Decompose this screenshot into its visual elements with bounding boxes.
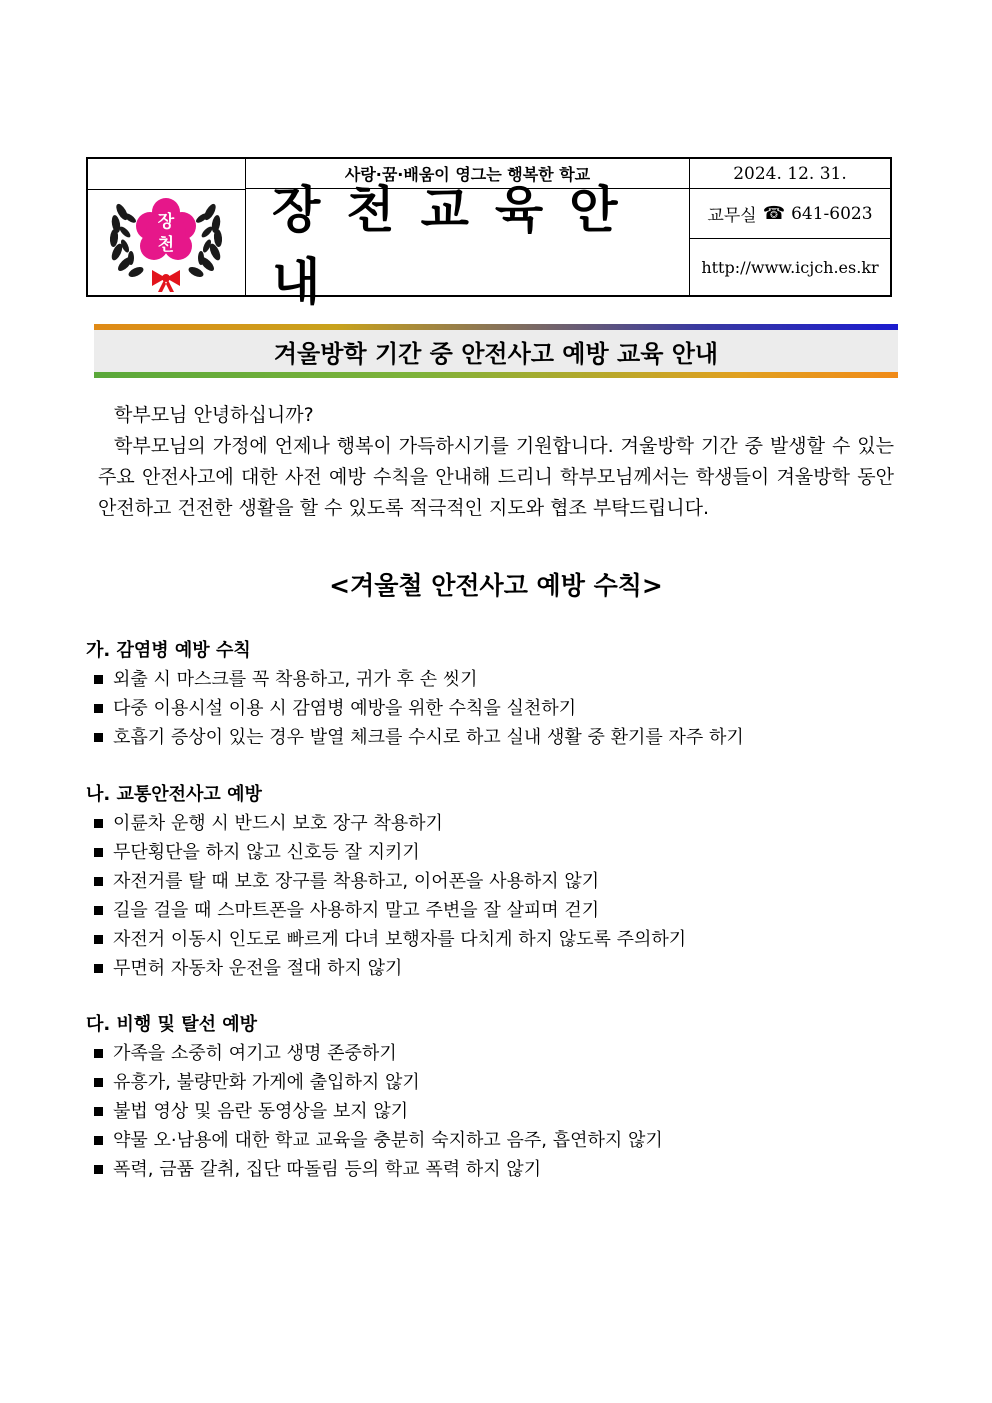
section-infection xyxy=(86,636,906,752)
bullet-square-icon xyxy=(94,704,103,713)
bullet-square-icon xyxy=(94,1078,103,1087)
list-item: 외출 시 마스크를 꼭 착용하고, 귀가 후 손 씻기 xyxy=(86,665,906,694)
logo-top-strip xyxy=(88,159,245,190)
list-item: 약물 오·남용에 대한 학교 교육을 충분히 숙지하고 음주, 흡연하지 않기 xyxy=(86,1126,906,1155)
bullet-square-icon xyxy=(94,1165,103,1174)
list-item: 무면허 자동차 운전을 절대 하지 않기 xyxy=(86,954,906,983)
school-slogan: 사랑·꿈·배움이 영그는 행복한 학교 xyxy=(246,159,690,189)
logo-char-1: 장 xyxy=(157,212,175,232)
school-url[interactable]: http://www.icjch.es.kr xyxy=(701,257,879,277)
list-item: 폭력, 금품 갈취, 집단 따돌림 등의 학교 폭력 하지 않기 xyxy=(86,1155,906,1184)
list-item: 다중 이용시설 이용 시 감염병 예방을 위한 수칙을 실천하기 xyxy=(86,694,906,723)
issue-date: 2024. 12. 31. xyxy=(690,159,890,189)
section-heading: 나. 교통안전사고 예방 xyxy=(86,784,262,805)
section-delinquency xyxy=(86,1010,906,1184)
office-label: 교무실 xyxy=(707,206,757,226)
list-item: 무단횡단을 하지 않고 신호등 잘 지키기 xyxy=(86,838,906,867)
header-table xyxy=(86,157,892,311)
section-heading: 다. 비행 및 탈선 예방 xyxy=(86,1014,258,1035)
school-logo xyxy=(88,190,244,294)
greeting: 학부모님 안녕하십니까? xyxy=(114,404,314,426)
bullet-square-icon xyxy=(94,964,103,973)
list-item: 유흥가, 불량만화 가게에 출입하지 않기 xyxy=(86,1068,906,1097)
office-contact xyxy=(690,189,890,239)
banner-title: 겨울방학 기간 중 안전사고 예방 교육 안내 xyxy=(94,330,898,372)
intro-body xyxy=(98,400,894,524)
list-item: 자전거 이동시 인도로 빠르게 다녀 보행자를 다치게 하지 않도록 주의하기 xyxy=(86,925,906,954)
bullet-square-icon xyxy=(94,819,103,828)
bullet-square-icon xyxy=(94,1107,103,1116)
list-item: 가족을 소중히 여기고 생명 존중하기 xyxy=(86,1039,906,1068)
logo-char-2: 천 xyxy=(157,235,175,255)
bullet-square-icon xyxy=(94,733,103,742)
rules-title: <겨울철 안전사고 예방 수칙> xyxy=(329,571,663,600)
bullet-square-icon xyxy=(94,675,103,684)
office-phone: 641-6023 xyxy=(791,203,873,224)
notice-banner xyxy=(94,324,898,378)
bullet-square-icon xyxy=(94,935,103,944)
banner-bottom-bar xyxy=(94,372,898,378)
list-item: 불법 영상 및 음란 동영상을 보지 않기 xyxy=(86,1097,906,1126)
newsletter-title: 장천교육안내 xyxy=(246,189,690,295)
list-item: 자전거를 탈 때 보호 장구를 착용하고, 이어폰을 사용하지 않기 xyxy=(86,867,906,896)
list-item: 호흡기 증상이 있는 경우 발열 체크를 수시로 하고 실내 생활 중 환기를 자주 하기 xyxy=(86,723,906,752)
wreath-left xyxy=(109,202,145,279)
list-item: 길을 걸을 때 스마트폰을 사용하지 말고 주변을 잘 살피며 걷기 xyxy=(86,896,906,925)
section-heading: 가. 감염병 예방 수칙 xyxy=(86,640,251,661)
bullet-square-icon xyxy=(94,1136,103,1145)
bullet-square-icon xyxy=(94,877,103,886)
list-item: 이륜차 운행 시 반드시 보호 장구 착용하기 xyxy=(86,809,906,838)
intro-paragraph: 학부모님의 가정에 언제나 행복이 가득하시기를 기원합니다. 겨울방학 기간 중 발생할 수 있는 주요 안전사고에 대한 사전 예방 수칙을 안내해 드리니 학부모님께서는 학생들이 겨울방학 동안 안전하고 건전한 생활을 할 수 있도록 적극적인 지도와 협조 부탁드립니다. xyxy=(98,435,894,519)
section-traffic xyxy=(86,780,906,983)
telephone-icon: ☎ xyxy=(762,203,786,224)
wreath-right xyxy=(187,202,223,279)
bullet-square-icon xyxy=(94,848,103,857)
ribbon-icon xyxy=(152,270,180,292)
bullet-square-icon xyxy=(94,906,103,915)
logo-cell xyxy=(88,159,246,295)
bullet-square-icon xyxy=(94,1049,103,1058)
